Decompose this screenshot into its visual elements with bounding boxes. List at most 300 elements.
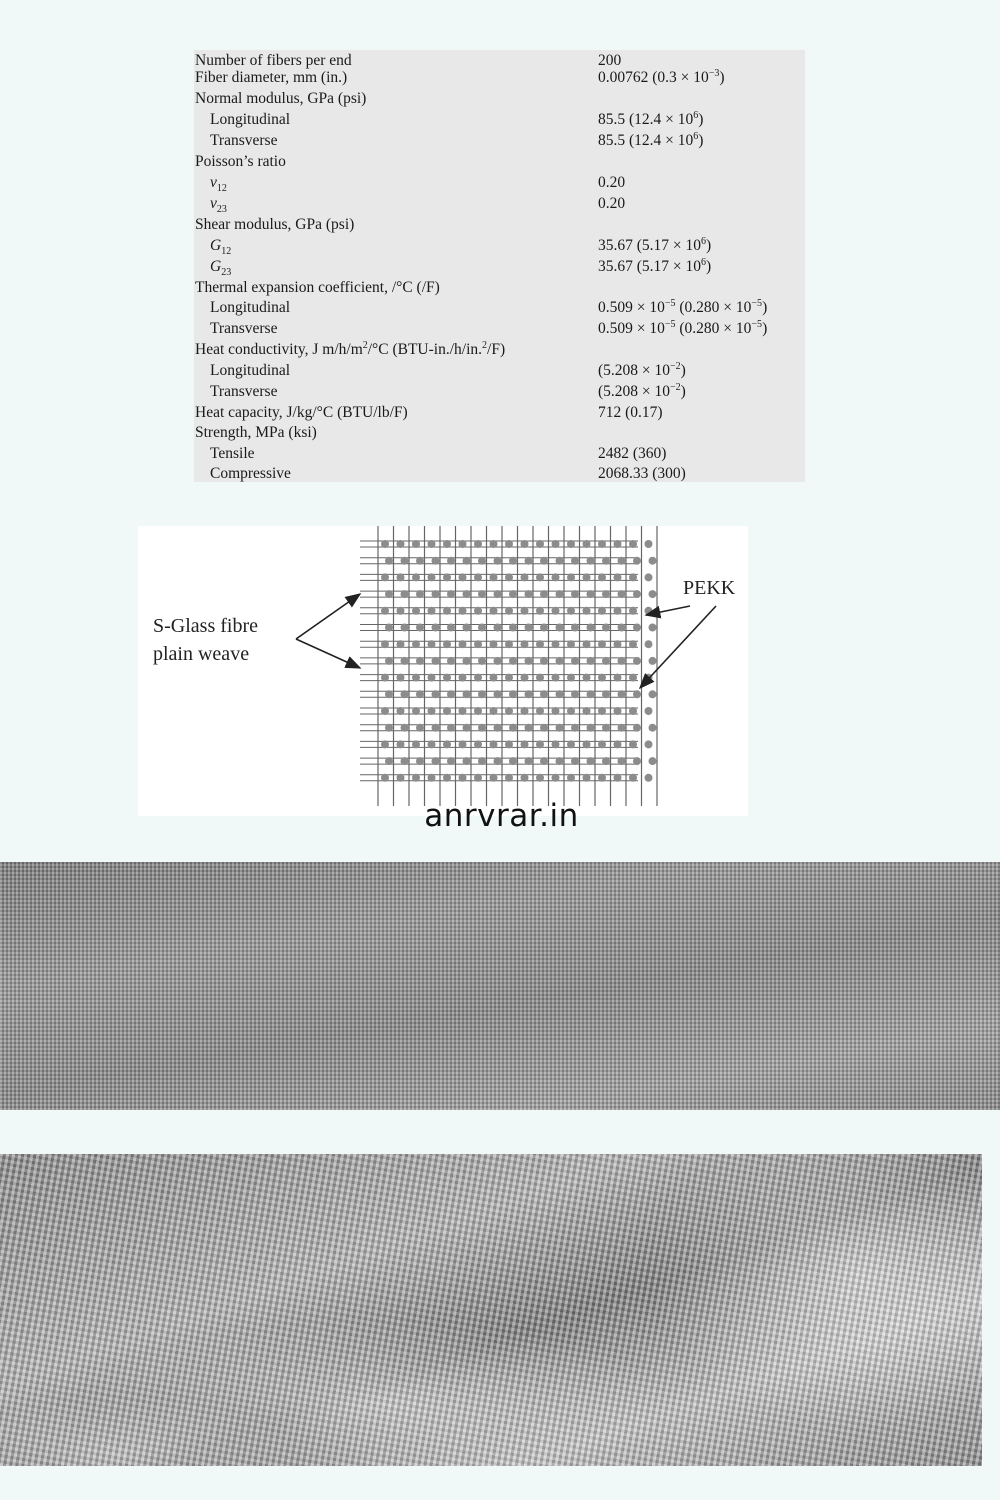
pekk-dot <box>490 607 498 615</box>
pekk-dot <box>583 774 591 782</box>
pekk-dot <box>459 707 467 715</box>
pekk-dot <box>645 707 653 715</box>
pekk-dot <box>459 607 467 615</box>
pekk-dot <box>478 590 486 598</box>
pekk-dot <box>567 674 575 682</box>
pekk-dot <box>494 624 502 632</box>
pekk-dot <box>521 540 529 548</box>
pekk-dot <box>463 657 471 665</box>
pekk-dot <box>614 740 622 748</box>
pekk-dot <box>490 674 498 682</box>
pekk-dot <box>602 557 610 565</box>
pekk-dot <box>649 757 657 765</box>
pekk-dot <box>505 707 513 715</box>
pekk-dot <box>490 774 498 782</box>
pekk-dot <box>525 657 533 665</box>
pekk-dot <box>587 724 595 732</box>
pekk-dot <box>509 690 517 698</box>
pekk-dot <box>540 690 548 698</box>
pekk-dot <box>649 624 657 632</box>
pekk-dot <box>540 557 548 565</box>
row-shear-modulus-heading <box>194 214 805 235</box>
row-thermal-expansion-heading <box>194 277 805 298</box>
pekk-dot <box>494 690 502 698</box>
pekk-dot <box>428 774 436 782</box>
pekk-dot <box>525 590 533 598</box>
pekk-dot <box>494 724 502 732</box>
pekk-dot <box>412 740 420 748</box>
pekk-dot <box>633 757 641 765</box>
pekk-dot <box>602 657 610 665</box>
pekk-dot <box>587 757 595 765</box>
pekk-dot <box>509 724 517 732</box>
pekk-dot <box>571 724 579 732</box>
pekk-dot <box>443 573 451 581</box>
row-fiber-diameter <box>194 67 805 88</box>
pekk-dot <box>552 674 560 682</box>
row-value: 0.20 <box>598 174 626 191</box>
pekk-dot <box>509 624 517 632</box>
pekk-dot <box>505 640 513 648</box>
pekk-dot <box>385 690 393 698</box>
pekk-dot <box>412 674 420 682</box>
pekk-dot <box>474 740 482 748</box>
pekk-dot <box>385 557 393 565</box>
pekk-dot <box>629 774 637 782</box>
pekk-dot <box>416 724 424 732</box>
row-heat-capacity <box>194 402 805 423</box>
pekk-dot <box>618 590 626 598</box>
pekk-dot <box>583 540 591 548</box>
pekk-dot <box>478 657 486 665</box>
row-value: 712 (0.17) <box>598 404 663 421</box>
pekk-dot <box>478 690 486 698</box>
pekk-dot <box>556 657 564 665</box>
pekk-dot <box>556 724 564 732</box>
pekk-dot <box>397 607 405 615</box>
pekk-dot <box>474 540 482 548</box>
pekk-dot <box>536 607 544 615</box>
pekk-dot <box>432 724 440 732</box>
arrow-pekk-upper <box>646 606 690 615</box>
row-strength-compressive <box>194 463 805 484</box>
row-label: Fiber diameter, mm (in.) <box>195 69 348 86</box>
pekk-dot <box>428 707 436 715</box>
pekk-dot <box>536 774 544 782</box>
pekk-dot <box>540 724 548 732</box>
pekk-dot <box>583 573 591 581</box>
pekk-dot <box>649 557 657 565</box>
pekk-dot <box>598 640 606 648</box>
pekk-dot <box>412 774 420 782</box>
site-watermark: anrvrar.in <box>424 798 579 834</box>
pekk-dot <box>443 707 451 715</box>
pekk-dot <box>587 690 595 698</box>
pekk-dot <box>536 640 544 648</box>
arrow-sglass-upper <box>296 594 360 639</box>
pekk-dot <box>645 540 653 548</box>
pekk-dot <box>618 690 626 698</box>
row-value: 200 <box>598 52 622 69</box>
pekk-dot <box>556 590 564 598</box>
arrow-sglass-lower <box>296 639 360 668</box>
row-value: 35.67 $(5.17 \times 10^6)$ <box>598 256 712 275</box>
pekk-dot <box>536 540 544 548</box>
pekk-dot <box>478 624 486 632</box>
pekk-dot <box>381 573 389 581</box>
pekk-dots <box>381 540 657 782</box>
pekk-dot <box>428 573 436 581</box>
pekk-dot <box>432 557 440 565</box>
pekk-dot <box>401 724 409 732</box>
row-label: Longitudinal <box>210 362 291 379</box>
row-value: $(5.208 \times 10^{-2})$ <box>598 381 686 400</box>
row-normal-modulus-longitudinal <box>194 109 805 130</box>
pekk-dot <box>432 590 440 598</box>
pekk-dot <box>416 757 424 765</box>
pekk-dot <box>428 674 436 682</box>
row-label: Transverse <box>210 320 278 337</box>
row-value: 0.20 <box>598 195 626 212</box>
pekk-dot <box>521 674 529 682</box>
pekk-dot <box>509 657 517 665</box>
pekk-dot <box>416 557 424 565</box>
sglass-plain-weave-label <box>153 612 258 668</box>
pekk-dot <box>556 557 564 565</box>
pekk-dot <box>447 557 455 565</box>
pekk-dot <box>428 607 436 615</box>
pekk-dot <box>598 540 606 548</box>
row-strength-tensile <box>194 443 805 464</box>
pekk-dot <box>401 624 409 632</box>
pekk-dot <box>602 724 610 732</box>
pekk-dot <box>633 724 641 732</box>
pekk-dot <box>416 690 424 698</box>
pekk-dot <box>490 540 498 548</box>
pekk-dot <box>401 557 409 565</box>
pekk-dot <box>598 607 606 615</box>
pekk-dot <box>474 674 482 682</box>
pekk-dot <box>571 624 579 632</box>
row-label: Transverse <box>210 383 278 400</box>
pekk-dot <box>505 607 513 615</box>
pekk-dot <box>447 624 455 632</box>
pekk-dot <box>556 757 564 765</box>
pekk-dot <box>459 740 467 748</box>
sglass-label-line2: plain weave <box>153 643 250 665</box>
row-label: Longitudinal <box>210 111 291 128</box>
pekk-dot <box>540 590 548 598</box>
pekk-dot <box>536 707 544 715</box>
pekk-dot <box>587 557 595 565</box>
pekk-dot <box>552 573 560 581</box>
pekk-dot <box>540 657 548 665</box>
pekk-dot <box>583 707 591 715</box>
pekk-dot <box>645 640 653 648</box>
pekk-dot <box>459 674 467 682</box>
pekk-dot <box>463 757 471 765</box>
pekk-dot <box>443 740 451 748</box>
pekk-dot <box>629 674 637 682</box>
pekk-dot <box>598 674 606 682</box>
pekk-dot <box>583 740 591 748</box>
pekk-dot <box>509 757 517 765</box>
pekk-dot <box>536 740 544 748</box>
pekk-dot <box>602 757 610 765</box>
pekk-dot <box>629 740 637 748</box>
row-value: 2482 (360) <box>598 445 667 462</box>
pekk-dot <box>463 724 471 732</box>
pekk-dot <box>614 640 622 648</box>
row-normal-modulus-transverse <box>194 130 805 151</box>
pekk-dot <box>490 640 498 648</box>
pekk-dot <box>552 740 560 748</box>
pekk-dot <box>494 590 502 598</box>
pekk-dot <box>505 540 513 548</box>
fabric-photo-flat <box>0 862 1000 1110</box>
pekk-dot <box>614 573 622 581</box>
row-value: 85.5 $(12.4 \times 10^6)$ <box>598 109 704 128</box>
pekk-dot <box>525 624 533 632</box>
pekk-dot <box>385 757 393 765</box>
row-value: 85.5 $(12.4 \times 10^6)$ <box>598 130 704 149</box>
pekk-dot <box>552 607 560 615</box>
pekk-dot <box>571 590 579 598</box>
pekk-dot <box>633 657 641 665</box>
row-label: Number of fibers per end <box>195 52 352 69</box>
pekk-dot <box>397 707 405 715</box>
pekk-dot <box>505 573 513 581</box>
pekk-dot <box>567 707 575 715</box>
pekk-dot <box>447 690 455 698</box>
pekk-dot <box>571 557 579 565</box>
pekk-dot <box>587 590 595 598</box>
pekk-dot <box>536 573 544 581</box>
pekk-dot <box>618 624 626 632</box>
row-thermal-expansion-longitudinal <box>194 297 805 318</box>
pekk-dot <box>505 674 513 682</box>
row-heat-conductivity-transverse <box>194 381 805 402</box>
row-value: $(5.208 \times 10^{-2})$ <box>598 360 686 379</box>
row-shear-g12 <box>194 235 805 256</box>
pekk-dot <box>459 573 467 581</box>
pekk-dot <box>474 607 482 615</box>
row-label: Poisson’s ratio <box>195 153 286 170</box>
pekk-dot <box>463 690 471 698</box>
pekk-dot <box>443 607 451 615</box>
pekk-dot <box>629 607 637 615</box>
pekk-dot <box>401 590 409 598</box>
pekk-dot <box>583 607 591 615</box>
row-label: Compressive <box>210 465 291 482</box>
pekk-dot <box>525 757 533 765</box>
pekk-dot <box>416 624 424 632</box>
pekk-dot <box>478 757 486 765</box>
pekk-dot <box>416 590 424 598</box>
pekk-dot <box>587 624 595 632</box>
pekk-dot <box>432 624 440 632</box>
pekk-dot <box>602 590 610 598</box>
pekk-dot <box>397 573 405 581</box>
pekk-dot <box>602 624 610 632</box>
row-label: Heat conductivity, J $m/h/m^2/^\circ C$ (BTU-in./h/in.$^2$/F) <box>195 339 506 358</box>
pekk-dot <box>633 690 641 698</box>
pekk-dot <box>567 540 575 548</box>
pekk-dot <box>571 757 579 765</box>
pekk-dot <box>381 674 389 682</box>
pekk-dot <box>443 774 451 782</box>
row-value: 0.00762 $(0.3 \times 10^{-3})$ <box>598 67 725 86</box>
pekk-dot <box>459 774 467 782</box>
pekk-dot <box>618 724 626 732</box>
pekk-dot <box>463 557 471 565</box>
sglass-label-line1: S-Glass fibre <box>153 615 258 637</box>
row-shear-g23 <box>194 256 805 277</box>
pekk-dot <box>614 707 622 715</box>
pekk-dot <box>381 740 389 748</box>
pekk-dot <box>459 540 467 548</box>
pekk-dot <box>412 540 420 548</box>
pekk-dot <box>525 724 533 732</box>
pekk-dot <box>381 640 389 648</box>
pekk-dot <box>432 657 440 665</box>
pekk-dot <box>633 624 641 632</box>
pekk-dot <box>567 774 575 782</box>
pekk-dot <box>567 573 575 581</box>
pekk-dot <box>649 590 657 598</box>
pekk-dot <box>536 674 544 682</box>
pekk-dot <box>567 740 575 748</box>
pekk-dot <box>598 573 606 581</box>
pekk-dot <box>443 640 451 648</box>
pekk-dot <box>459 640 467 648</box>
pekk-dot <box>521 774 529 782</box>
pekk-dot <box>614 674 622 682</box>
pekk-dot <box>478 557 486 565</box>
pekk-dot <box>540 757 548 765</box>
pekk-dot <box>618 757 626 765</box>
pekk-dot <box>443 540 451 548</box>
pekk-dot <box>556 690 564 698</box>
row-symbol: $\nu_{12}$ <box>210 174 227 195</box>
row-label: Tensile <box>210 445 255 462</box>
pekk-dot <box>629 573 637 581</box>
pekk-dot <box>645 573 653 581</box>
pekk-dot <box>629 540 637 548</box>
row-poisson-v12 <box>194 172 805 193</box>
pekk-dot <box>649 690 657 698</box>
weave-diagram <box>138 526 748 816</box>
fabric-photo-draped-texture <box>0 1154 982 1466</box>
pekk-dot <box>447 757 455 765</box>
pekk-dot <box>525 690 533 698</box>
pekk-dot <box>629 707 637 715</box>
arrow-pekk-lower <box>640 606 716 688</box>
pekk-dot <box>401 690 409 698</box>
weave-grid-figure <box>138 526 748 816</box>
pekk-dot <box>381 707 389 715</box>
pekk-dot <box>412 573 420 581</box>
pekk-dot <box>397 740 405 748</box>
pekk-dot <box>598 707 606 715</box>
pekk-dot <box>587 657 595 665</box>
pekk-dot <box>447 657 455 665</box>
row-value: $0.509 \times 10^{-5}$ $(0.280 \times 10^{-5})$ <box>598 318 768 337</box>
pekk-dot <box>645 740 653 748</box>
pekk-dot <box>474 640 482 648</box>
pekk-dot <box>490 573 498 581</box>
pekk-dot <box>463 624 471 632</box>
pekk-dot <box>428 540 436 548</box>
pekk-dot <box>397 774 405 782</box>
pekk-dot <box>412 640 420 648</box>
pekk-dot <box>571 690 579 698</box>
pekk-dot <box>494 557 502 565</box>
pekk-dot <box>525 557 533 565</box>
pekk-dot <box>401 657 409 665</box>
pekk-dot <box>618 557 626 565</box>
pekk-dot <box>397 674 405 682</box>
row-heat-conductivity-longitudinal <box>194 360 805 381</box>
pekk-dot <box>385 724 393 732</box>
pekk-dot <box>509 590 517 598</box>
pekk-dot <box>401 757 409 765</box>
pekk-dot <box>521 607 529 615</box>
pekk-dot <box>583 674 591 682</box>
pekk-dot <box>509 557 517 565</box>
pekk-dot <box>602 690 610 698</box>
pekk-dot <box>552 707 560 715</box>
pekk-dot <box>416 657 424 665</box>
pekk-dot <box>629 640 637 648</box>
pekk-dot <box>598 740 606 748</box>
row-label: Longitudinal <box>210 299 291 316</box>
row-label: Heat capacity, J/kg/°C (BTU/lb/F) <box>195 404 408 421</box>
row-symbol: $\nu_{23}$ <box>210 195 227 216</box>
row-label: Shear modulus, GPa (psi) <box>195 216 355 233</box>
row-thermal-expansion-transverse <box>194 318 805 339</box>
fabric-photo-draped <box>0 1154 982 1466</box>
pekk-dot <box>540 624 548 632</box>
pekk-dot <box>463 590 471 598</box>
row-label: Normal modulus, GPa (psi) <box>195 90 367 107</box>
pekk-dot <box>490 740 498 748</box>
pekk-dot <box>474 774 482 782</box>
row-symbol: $G_{12}$ <box>210 237 232 258</box>
pekk-dot <box>614 607 622 615</box>
pekk-dot <box>505 774 513 782</box>
pekk-dot <box>649 724 657 732</box>
row-value: 35.67 $(5.17 \times 10^6)$ <box>598 235 712 254</box>
pekk-dot <box>474 573 482 581</box>
pekk-dot <box>494 657 502 665</box>
pekk-dot <box>381 607 389 615</box>
pekk-dot <box>567 640 575 648</box>
pekk-dot <box>521 640 529 648</box>
row-poisson-heading <box>194 151 805 172</box>
pekk-dot <box>552 540 560 548</box>
pekk-dot <box>397 540 405 548</box>
pekk-dot <box>428 740 436 748</box>
row-label: Thermal expansion coefficient, /°C (/F) <box>195 279 440 296</box>
pekk-dot <box>618 657 626 665</box>
pekk-dot <box>552 640 560 648</box>
pekk-dot <box>521 740 529 748</box>
pekk-dot <box>552 774 560 782</box>
pekk-dot <box>432 757 440 765</box>
pekk-dot <box>614 540 622 548</box>
pekk-dot <box>490 707 498 715</box>
